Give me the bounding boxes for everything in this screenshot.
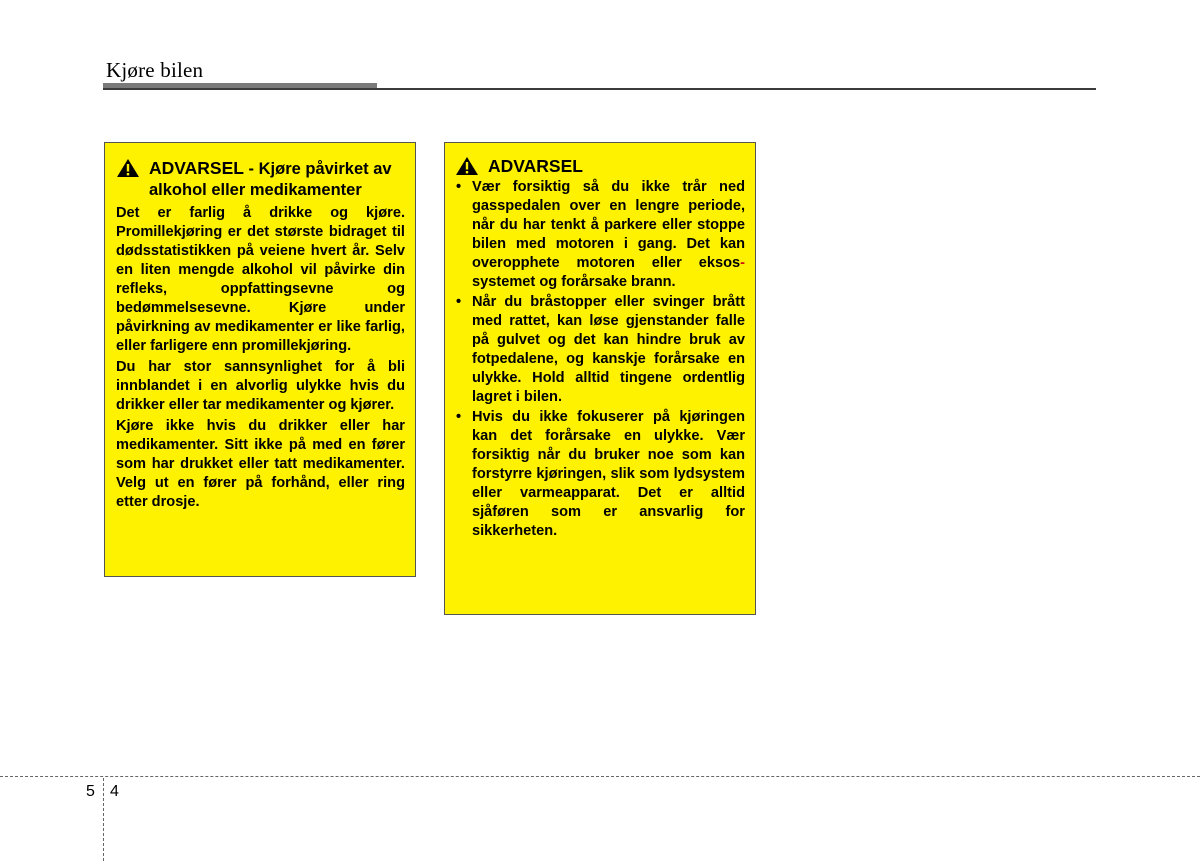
warning-bullet-item: • Hvis du ikke fokuserer på kjøringen kan det forårsake en ulykke. Vær forsiktig når du bruker noe som kan forstyrre kjøringen, slik som lydsystem eller varmeapparat. Det er alltid sjåføren som er ansvarlig for sikkerheten. (455, 408, 745, 541)
warning-triangle-icon (116, 158, 140, 178)
warning-heading (455, 156, 745, 176)
warning-bullet-text: systemet og forårsake brann. (472, 274, 676, 290)
warning-bullet-item (455, 178, 745, 292)
warning-subheading: - Kjøre påvirket av alkohol eller medikamenter (149, 160, 392, 199)
warning-bullet-list (455, 178, 745, 541)
warning-paragraph: Kjøre ikke hvis du drikker eller har medikamenter. Sitt ikke på med en fører som har drukket eller tatt medikamenter. Velg ut en fører på forhånd, eller ring etter drosje. (116, 418, 405, 510)
warning-box-driving (444, 142, 756, 615)
page-number: 4 (110, 783, 119, 800)
hyphen-mark: - (740, 255, 745, 271)
warning-bullet-text: Vær forsiktig så du ikke trår ned gasspedalen over en lengre periode, når du har tenkt å parkere eller stoppe bilen med motoren i gang. Det kan overopphete motoren eller eksos (472, 179, 745, 271)
warning-body (455, 178, 745, 541)
warning-heading-label: ADVARSEL (488, 156, 583, 176)
warning-box-alcohol (104, 142, 416, 577)
warning-heading-label: ADVARSEL (149, 158, 244, 178)
warning-body (116, 204, 405, 512)
warning-heading (116, 158, 405, 200)
page-header-title: Kjøre bilen (106, 58, 204, 82)
footer-divider (103, 778, 104, 861)
warning-bullet-item: • Når du bråstopper eller svinger brått med rattet, kan løse gjenstander falle på gulvet og det kan hindre bruk av fotpedalene, og kanskje forårsake en ulykke. Hold alltid tingene ordentlig lagret i bilen. (455, 293, 745, 407)
warning-triangle-icon (455, 156, 479, 176)
warning-paragraph: Du har stor sannsynlighet for å bli innblandet i en alvorlig ulykke hvis du drikker eller tar medikamenter og kjører. (116, 359, 405, 413)
footer-rule (0, 776, 1200, 777)
chapter-number: 5 (86, 783, 95, 800)
header-rule (103, 88, 1096, 90)
warning-paragraph: Det er farlig å drikke og kjøre. Promillekjøring er det største bidraget til dødsstatistikken på veiene hvert år. Selv en liten mengde alkohol vil påvirke din refleks, oppfattingsevne og bedømmelsesevne. Kjøre under påvirkning av medikamenter er like farlig, eller farligere enn promillekjøring. (116, 205, 405, 354)
